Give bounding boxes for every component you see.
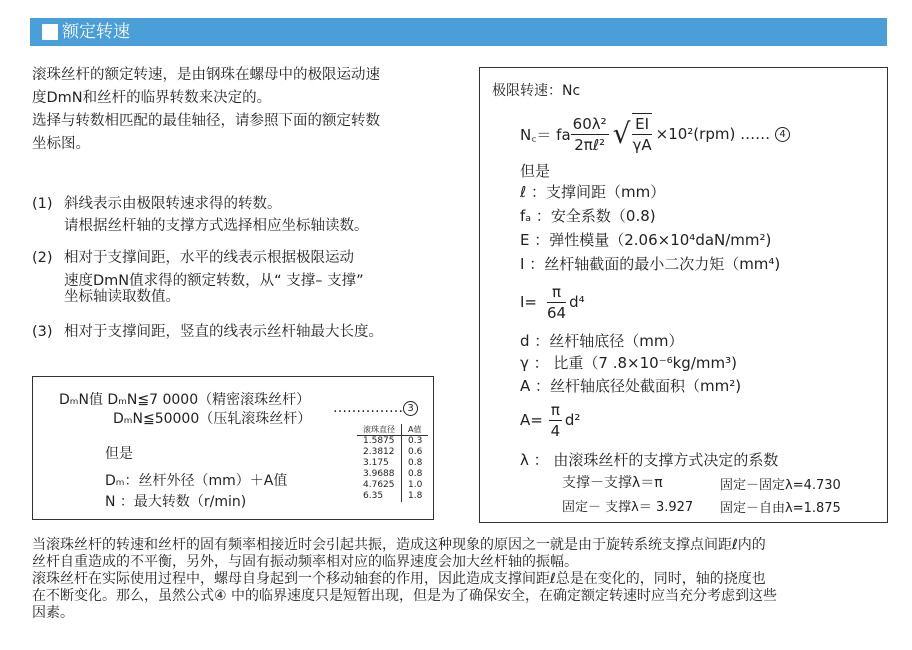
- bottom-line-3: 滚珠丝杆在实际使用过程中，螺母自身起到一个移动轴套的作用，因此造成支撑间距ℓ总是在变化的，同时，轴的挠度也: [32, 571, 766, 587]
- item-3-line-1: 相对于支撑间距，竖直的线表示丝杆轴最大长度。: [64, 324, 383, 340]
- table-row: [357, 469, 428, 480]
- item-2-line-1: 相对于支撑间距，水平的线表示根据极限运动: [64, 250, 354, 266]
- table-header-row: [357, 424, 428, 436]
- table-cell: 0.8: [402, 469, 429, 480]
- dmn-box: [32, 376, 434, 520]
- section-title: 额定转速: [62, 22, 130, 42]
- intro-line-2: 度DmN和丝杆的临界转数来决定的。: [32, 90, 272, 106]
- formula-box: [479, 67, 888, 523]
- item-2-line-2: 速度DmN值求得的额定转数，从“ 支撑– 支撑”: [64, 273, 364, 289]
- a-denominator: 4: [550, 421, 561, 440]
- lambda-support-support: 支撑－支撑λ＝π: [562, 475, 663, 491]
- table-row: [357, 491, 428, 502]
- table-cell: 3.9688: [363, 469, 395, 479]
- dmn-reference: [333, 400, 418, 416]
- i-tail: d⁴: [569, 293, 585, 311]
- bottom-line-1: 当滚珠丝杆的转速和丝杆的固有频率相接近时会引起共振，造成这种现象的原因之一就是由于旋转系统支撑点间距ℓ内的: [32, 537, 766, 553]
- ball-diameter-table: [357, 424, 428, 502]
- sqrt-icon: √: [612, 117, 631, 150]
- def-moment: I ：丝杆轴截面的最小二次力矩（mm⁴): [520, 255, 781, 273]
- intro-line-4: 坐标图。: [32, 136, 90, 152]
- header-square-icon: [42, 24, 58, 40]
- table-cell: 1.0: [402, 480, 429, 491]
- table-cell: 2.3812: [363, 447, 395, 457]
- nc-tail: ×10²(rpm) ……: [655, 125, 771, 143]
- nc-sqrt-numerator: EI: [632, 114, 651, 135]
- table-cell: 0.3: [402, 436, 429, 448]
- item-1-number: (1): [32, 196, 53, 212]
- dmn-but: 但是: [105, 446, 133, 462]
- item-1-line-1: 斜线表示由极限转速求得的转数。: [64, 196, 282, 212]
- dmn-dm-definition: Dₘ：丝杆外径（mm）＋A值: [105, 473, 288, 489]
- i-fraction: [547, 282, 566, 323]
- nc-circle-number: 4: [775, 127, 790, 142]
- dmn-line-2: DₘN≦50000（压轧滚珠丝杆）: [113, 411, 312, 427]
- def-span: ℓ ：支撑间距（mm）: [520, 183, 666, 201]
- i-formula: [520, 278, 585, 326]
- table-cell: 3.175: [363, 458, 389, 468]
- i-numerator: π: [547, 282, 566, 303]
- a-tail: d²: [564, 411, 581, 429]
- a-numerator: π: [550, 400, 560, 419]
- nc-formula: [520, 110, 790, 158]
- table-row: [357, 480, 428, 491]
- nc-numerator: 60λ²: [572, 114, 607, 133]
- dmn-dots: ……………: [333, 400, 403, 416]
- i-denominator: 64: [547, 303, 567, 322]
- def-specific-gravity: γ ： 比重（7 .8×10⁻⁶kg/mm³): [520, 354, 737, 372]
- a-formula: [520, 396, 580, 444]
- item-2-line-3: 坐标轴读取数值。: [64, 289, 180, 305]
- table-row: [357, 458, 428, 469]
- nc-sqrt-fraction: [632, 113, 651, 155]
- bottom-line-2: 丝杆自重造成的不平衡，另外，与固有振动频率相对应的临界速度会加大丝杆轴的振幅。: [32, 554, 578, 570]
- nc-lhs: N꜀＝ fa: [520, 125, 571, 144]
- lambda-fixed-fixed: 固定－固定λ=4.730: [720, 478, 841, 493]
- lambda-fixed-free: 固定－自由λ=1.875: [720, 501, 841, 516]
- table-header-cell: A值: [402, 424, 429, 436]
- def-root-diameter: d ：丝杆轴底径（mm）: [520, 332, 684, 350]
- table-cell: 6.35: [363, 491, 384, 501]
- def-area: A ：丝杆轴底径处截面积（mm²): [520, 377, 742, 395]
- i-lhs: I=: [520, 293, 537, 311]
- item-2-number: (2): [32, 250, 53, 266]
- nc-fraction: [571, 114, 609, 155]
- lambda-definition: λ ： 由滚珠丝杆的支撑方式决定的系数: [520, 451, 779, 469]
- nc-sqrt-denominator: γA: [632, 136, 652, 154]
- formula-title: 极限转速：Nc: [492, 83, 581, 99]
- table-cell: 1.8: [402, 491, 429, 502]
- dmn-n-definition: N ：最大转数（r/min): [105, 494, 247, 510]
- bottom-line-5: 因素。: [32, 605, 74, 621]
- table-row: [357, 436, 428, 448]
- nc-denominator: 2πℓ²: [574, 135, 606, 154]
- table-cell: 4.7625: [363, 480, 395, 490]
- table-cell: 0.8: [402, 458, 429, 469]
- a-fraction: [549, 400, 562, 441]
- bottom-line-4: 在不断变化。那么，虽然公式④ 中的临界速度只是短暂出现，但是为了确保安全，在确定额定转速时应当充分考虑到这些: [32, 588, 777, 604]
- def-safety-factor: fₐ ：安全系数（0.8): [520, 207, 656, 225]
- section-header: [30, 18, 887, 46]
- lambda-fixed-support: 固定－ 支撑λ＝ 3.927: [562, 500, 694, 515]
- intro-line-1: 滚珠丝杆的额定转速，是由钢珠在螺母中的极限运动速: [32, 67, 380, 83]
- def-elastic-modulus: E ：弹性模量（2.06×10⁴daN/mm²): [520, 231, 772, 249]
- table-row: [357, 447, 428, 458]
- item-1-line-2: 请根据丝杆轴的支撑方式选择相应坐标轴读数。: [64, 218, 369, 234]
- intro-line-3: 选择与转数相匹配的最佳轴径，请参照下面的额定转数: [32, 113, 380, 129]
- item-3-number: (3): [32, 324, 53, 340]
- dmn-circle-number: 3: [403, 401, 418, 416]
- formula-but: 但是: [520, 162, 551, 180]
- table-cell: 0.6: [402, 447, 429, 458]
- table-cell: 1.5875: [363, 436, 395, 446]
- dmn-line-1: DₘN值 DₘN≦7 0000（精密滚珠丝杆）: [59, 392, 311, 408]
- a-lhs: A=: [520, 411, 543, 429]
- table-header-cell: 滚珠直径: [357, 424, 402, 436]
